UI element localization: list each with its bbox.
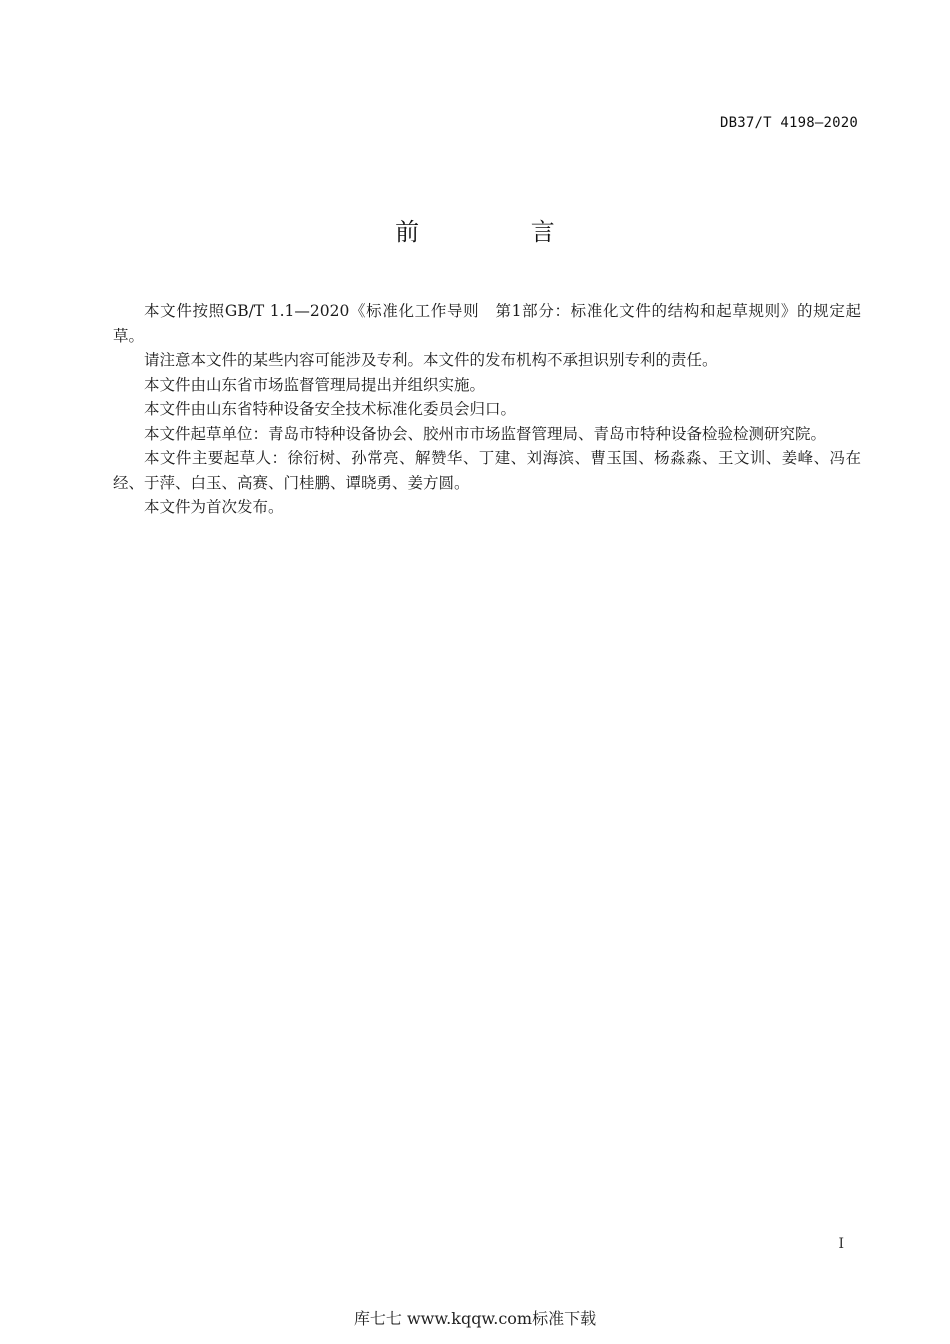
page-number: I xyxy=(838,1236,844,1252)
paragraph-drafting-basis: 本文件按照GB/T 1.1—2020《标准化工作导则 第1部分：标准化文件的结构和起草规则》的规定起草。 xyxy=(113,302,861,345)
page-title: 前 言 xyxy=(395,218,607,246)
paragraph-drafting-units: 本文件起草单位：青岛市特种设备协会、胶州市市场监督管理局、青岛市特种设备检验检测研究院。 xyxy=(144,424,827,443)
paragraph-committee: 本文件由山东省特种设备安全技术标准化委员会归口。 xyxy=(144,400,517,418)
paragraph-patent-notice: 请注意本文件的某些内容可能涉及专利。本文件的发布机构不承担识别专利的责任。 xyxy=(144,351,718,369)
paragraph-proposer: 本文件由山东省市场监督管理局提出并组织实施。 xyxy=(144,375,486,394)
footer-watermark: 库七七 www.kqqw.com标准下载 xyxy=(353,1309,597,1328)
foreword-body xyxy=(113,299,861,520)
paragraph-drafters: 本文件主要起草人：徐衍树、孙常亮、解赞华、丁建、刘海滨、曹玉国、杨淼淼、王文训、姜峰、冯在经、于萍、白玉、高赛、门桂鹏、谭晓勇、姜方圆。 xyxy=(113,449,861,492)
document-code: DB37/T 4198—2020 xyxy=(719,115,858,131)
paragraph-first-release: 本文件为首次发布。 xyxy=(144,498,284,516)
